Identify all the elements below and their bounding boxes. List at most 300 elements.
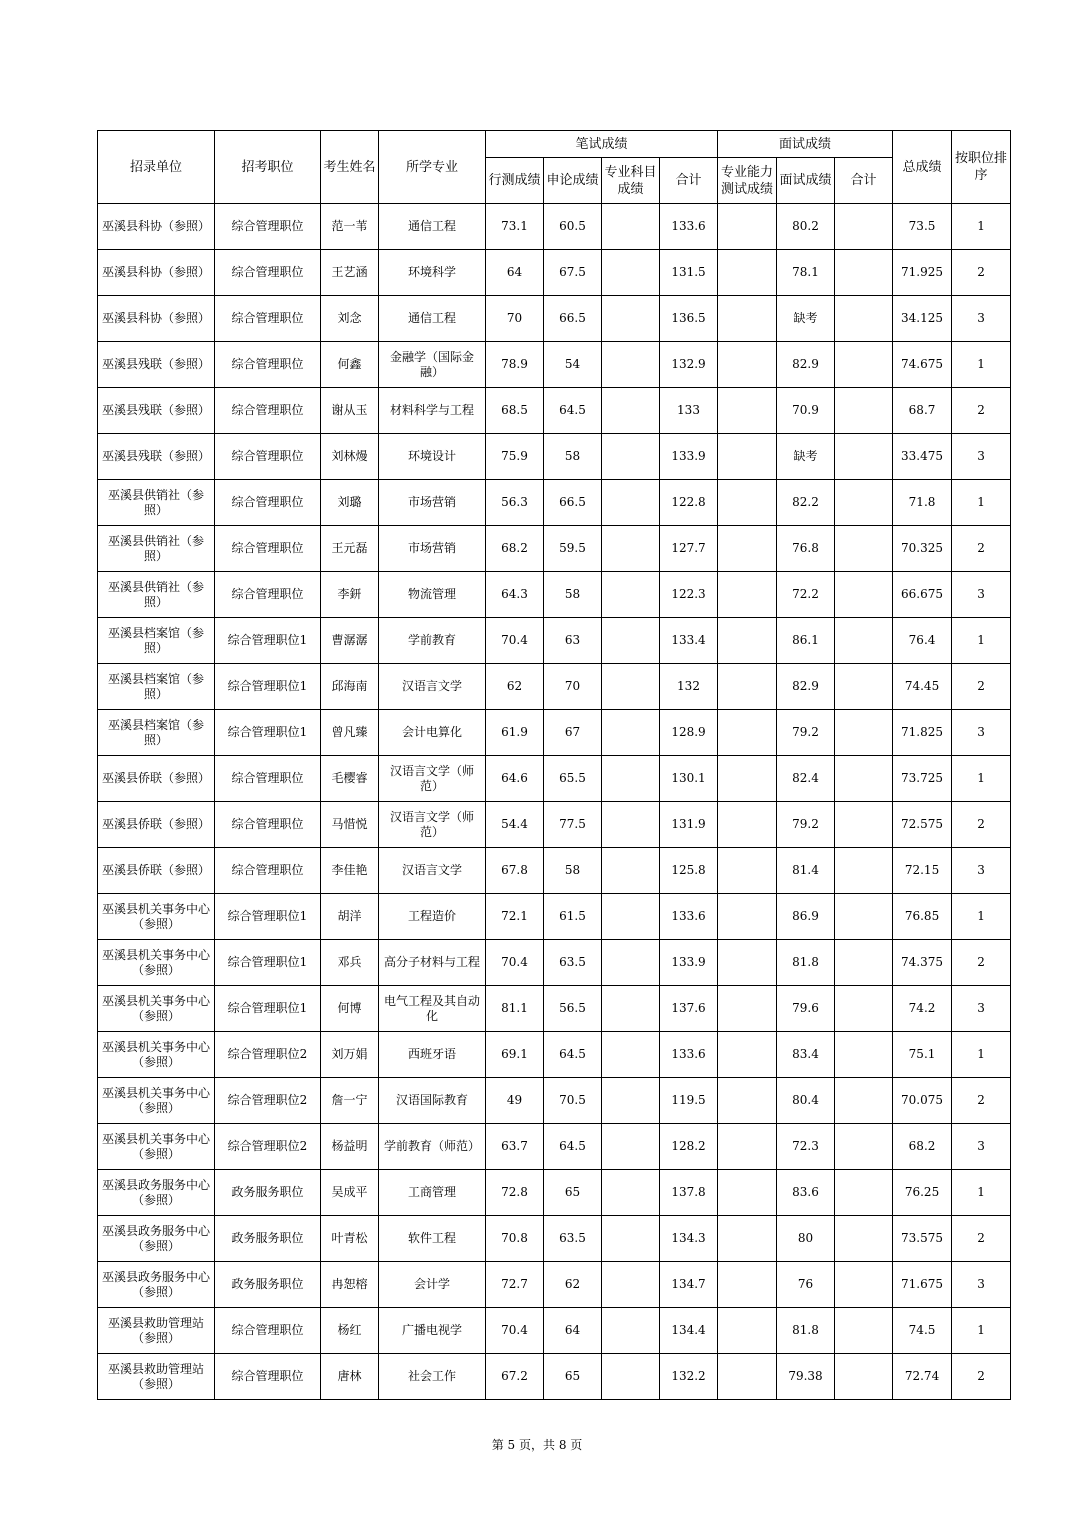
unit-cell: 巫溪县供销社（参照） [98,526,215,572]
interview-sum-cell [835,1124,893,1170]
position-cell: 综合管理职位2 [215,1078,321,1124]
interview-sum-cell [835,756,893,802]
interview-sum-cell [835,296,893,342]
rank-cell: 3 [952,710,1011,756]
interview-sum-cell [835,1354,893,1400]
professional-subject-cell [602,1032,660,1078]
interview-sum-cell [835,434,893,480]
name-cell: 何博 [321,986,379,1032]
interview-sum-cell [835,1216,893,1262]
written-sum-cell: 133.6 [660,894,718,940]
total-cell: 75.1 [893,1032,952,1078]
ability-test-cell [718,296,777,342]
name-cell: 毛樱睿 [321,756,379,802]
shenlun-cell: 67.5 [544,250,602,296]
total-cell: 74.675 [893,342,952,388]
unit-cell: 巫溪县机关事务中心（参照） [98,986,215,1032]
header-total: 总成绩 [893,131,952,204]
name-cell: 杨红 [321,1308,379,1354]
name-cell: 何鑫 [321,342,379,388]
shenlun-cell: 67 [544,710,602,756]
position-cell: 综合管理职位1 [215,894,321,940]
header-major: 所学专业 [379,131,486,204]
written-sum-cell: 128.2 [660,1124,718,1170]
table-row [98,480,1011,526]
position-cell: 综合管理职位 [215,434,321,480]
interview-sum-cell [835,1308,893,1354]
total-cell: 34.125 [893,296,952,342]
unit-cell: 巫溪县科协（参照） [98,204,215,250]
table-row [98,434,1011,480]
written-sum-cell: 136.5 [660,296,718,342]
major-cell: 汉语言文学（师范） [379,802,486,848]
table-row [98,296,1011,342]
ability-test-cell [718,986,777,1032]
rank-cell: 1 [952,480,1011,526]
ability-test-cell [718,618,777,664]
table-row [98,618,1011,664]
name-cell: 王艺涵 [321,250,379,296]
total-cell: 76.4 [893,618,952,664]
unit-cell: 巫溪县侨联（参照） [98,848,215,894]
position-cell: 综合管理职位1 [215,940,321,986]
name-cell: 曾凡臻 [321,710,379,756]
shenlun-cell: 70.5 [544,1078,602,1124]
interview-sum-cell [835,1170,893,1216]
name-cell: 范一苇 [321,204,379,250]
major-cell: 工商管理 [379,1170,486,1216]
interview-sum-cell [835,1262,893,1308]
interview-sum-cell [835,618,893,664]
ability-test-cell [718,1354,777,1400]
unit-cell: 巫溪县政务服务中心（参照） [98,1170,215,1216]
position-cell: 综合管理职位2 [215,1124,321,1170]
shenlun-cell: 60.5 [544,204,602,250]
interview-sum-cell [835,572,893,618]
name-cell: 邱海南 [321,664,379,710]
rank-cell: 1 [952,1170,1011,1216]
header-ability-test-text: 专业能力测试成绩 [721,164,774,197]
table-row [98,342,1011,388]
ability-test-cell [718,1170,777,1216]
interview-sum-cell [835,342,893,388]
unit-cell: 巫溪县残联（参照） [98,434,215,480]
header-name: 考生姓名 [321,131,379,204]
xingce-cell: 70 [486,296,544,342]
ability-test-cell [718,1262,777,1308]
table-row [98,894,1011,940]
header-position: 招考职位 [215,131,321,204]
written-sum-cell: 132.9 [660,342,718,388]
shenlun-cell: 64 [544,1308,602,1354]
interview-sum-cell [835,250,893,296]
ability-test-cell [718,1032,777,1078]
score-table [97,130,1011,1400]
rank-cell: 3 [952,572,1011,618]
unit-cell: 巫溪县机关事务中心（参照） [98,894,215,940]
ability-test-cell [718,1078,777,1124]
unit-cell: 巫溪县档案馆（参照） [98,664,215,710]
table-row [98,986,1011,1032]
professional-subject-cell [602,940,660,986]
position-cell: 综合管理职位 [215,802,321,848]
shenlun-cell: 61.5 [544,894,602,940]
major-cell: 物流管理 [379,572,486,618]
unit-cell: 巫溪县供销社（参照） [98,572,215,618]
ability-test-cell [718,756,777,802]
rank-cell: 3 [952,434,1011,480]
interview-score-cell: 72.2 [777,572,835,618]
table-row [98,710,1011,756]
name-cell: 谢从玉 [321,388,379,434]
xingce-cell: 61.9 [486,710,544,756]
table-row [98,940,1011,986]
major-cell: 汉语国际教育 [379,1078,486,1124]
total-cell: 74.45 [893,664,952,710]
professional-subject-cell [602,296,660,342]
interview-sum-cell [835,1032,893,1078]
professional-subject-cell [602,526,660,572]
shenlun-cell: 63.5 [544,940,602,986]
table-row [98,1124,1011,1170]
written-sum-cell: 132.2 [660,1354,718,1400]
rank-cell: 3 [952,296,1011,342]
interview-score-cell: 70.9 [777,388,835,434]
interview-sum-cell [835,388,893,434]
ability-test-cell [718,204,777,250]
unit-cell: 巫溪县残联（参照） [98,388,215,434]
interview-score-cell: 81.4 [777,848,835,894]
xingce-cell: 64.3 [486,572,544,618]
header-written-sum: 合计 [660,158,718,204]
ability-test-cell [718,802,777,848]
position-cell: 政务服务职位 [215,1216,321,1262]
professional-subject-cell [602,1308,660,1354]
shenlun-cell: 65.5 [544,756,602,802]
xingce-cell: 70.4 [486,1308,544,1354]
xingce-cell: 56.3 [486,480,544,526]
header-ability-test [718,158,777,204]
interview-score-cell: 82.9 [777,342,835,388]
major-cell: 汉语言文学 [379,664,486,710]
professional-subject-cell [602,342,660,388]
position-cell: 综合管理职位2 [215,1032,321,1078]
table-row [98,204,1011,250]
position-cell: 综合管理职位 [215,204,321,250]
table-row [98,1032,1011,1078]
written-sum-cell: 128.9 [660,710,718,756]
professional-subject-cell [602,1354,660,1400]
written-sum-cell: 119.5 [660,1078,718,1124]
name-cell: 冉恕榕 [321,1262,379,1308]
xingce-cell: 75.9 [486,434,544,480]
total-cell: 72.15 [893,848,952,894]
interview-score-cell: 79.6 [777,986,835,1032]
table-row [98,802,1011,848]
rank-cell: 2 [952,1216,1011,1262]
professional-subject-cell [602,1262,660,1308]
professional-subject-cell [602,1170,660,1216]
interview-score-cell: 86.9 [777,894,835,940]
major-cell: 环境科学 [379,250,486,296]
interview-sum-cell [835,204,893,250]
total-cell: 74.5 [893,1308,952,1354]
written-sum-cell: 130.1 [660,756,718,802]
rank-cell: 1 [952,618,1011,664]
unit-cell: 巫溪县侨联（参照） [98,756,215,802]
total-cell: 70.325 [893,526,952,572]
interview-score-cell: 81.8 [777,1308,835,1354]
table-row [98,526,1011,572]
table-row [98,388,1011,434]
position-cell: 综合管理职位 [215,756,321,802]
unit-cell: 巫溪县政务服务中心（参照） [98,1262,215,1308]
professional-subject-cell [602,1216,660,1262]
xingce-cell: 49 [486,1078,544,1124]
major-cell: 西班牙语 [379,1032,486,1078]
table-row [98,1262,1011,1308]
unit-cell: 巫溪县救助管理站（参照） [98,1308,215,1354]
interview-score-cell: 78.1 [777,250,835,296]
page-number: 第 5 页，共 8 页 [491,1438,583,1452]
shenlun-cell: 65 [544,1354,602,1400]
ability-test-cell [718,388,777,434]
written-sum-cell: 133.4 [660,618,718,664]
total-cell: 33.475 [893,434,952,480]
header-xingce: 行测成绩 [486,158,544,204]
major-cell: 市场营销 [379,480,486,526]
unit-cell: 巫溪县侨联（参照） [98,802,215,848]
rank-cell: 2 [952,526,1011,572]
position-cell: 综合管理职位 [215,480,321,526]
professional-subject-cell [602,480,660,526]
major-cell: 社会工作 [379,1354,486,1400]
interview-sum-cell [835,894,893,940]
written-sum-cell: 132 [660,664,718,710]
major-cell: 学前教育（师范） [379,1124,486,1170]
shenlun-cell: 66.5 [544,296,602,342]
header-shenlun: 申论成绩 [544,158,602,204]
written-sum-cell: 133.6 [660,1032,718,1078]
xingce-cell: 70.4 [486,618,544,664]
header-row-1 [98,131,1011,158]
name-cell: 唐林 [321,1354,379,1400]
header-interview-score: 面试成绩 [777,158,835,204]
interview-sum-cell [835,480,893,526]
ability-test-cell [718,664,777,710]
shenlun-cell: 63 [544,618,602,664]
name-cell: 叶青松 [321,1216,379,1262]
shenlun-cell: 64.5 [544,388,602,434]
rank-cell: 2 [952,940,1011,986]
interview-score-cell: 82.9 [777,664,835,710]
header-written-group: 笔试成绩 [486,131,718,158]
major-cell: 电气工程及其自动化 [379,986,486,1032]
major-cell: 会计电算化 [379,710,486,756]
written-sum-cell: 134.3 [660,1216,718,1262]
rank-cell: 2 [952,664,1011,710]
written-sum-cell: 134.7 [660,1262,718,1308]
total-cell: 66.675 [893,572,952,618]
table-body [98,204,1011,1400]
rank-cell: 1 [952,756,1011,802]
unit-cell: 巫溪县政务服务中心（参照） [98,1216,215,1262]
position-cell: 综合管理职位 [215,848,321,894]
total-cell: 74.375 [893,940,952,986]
major-cell: 高分子材料与工程 [379,940,486,986]
written-sum-cell: 131.5 [660,250,718,296]
interview-score-cell: 83.6 [777,1170,835,1216]
written-sum-cell: 122.8 [660,480,718,526]
shenlun-cell: 54 [544,342,602,388]
shenlun-cell: 64.5 [544,1124,602,1170]
position-cell: 综合管理职位 [215,388,321,434]
major-cell: 工程造价 [379,894,486,940]
xingce-cell: 81.1 [486,986,544,1032]
unit-cell: 巫溪县供销社（参照） [98,480,215,526]
ability-test-cell [718,480,777,526]
unit-cell: 巫溪县机关事务中心（参照） [98,1032,215,1078]
professional-subject-cell [602,986,660,1032]
interview-score-cell: 82.2 [777,480,835,526]
unit-cell: 巫溪县档案馆（参照） [98,618,215,664]
xingce-cell: 54.4 [486,802,544,848]
unit-cell: 巫溪县科协（参照） [98,250,215,296]
shenlun-cell: 56.5 [544,986,602,1032]
table-row [98,1170,1011,1216]
rank-cell: 2 [952,1354,1011,1400]
written-sum-cell: 125.8 [660,848,718,894]
table-row [98,664,1011,710]
ability-test-cell [718,1124,777,1170]
professional-subject-cell [602,848,660,894]
position-cell: 综合管理职位 [215,526,321,572]
ability-test-cell [718,572,777,618]
ability-test-cell [718,342,777,388]
name-cell: 李佳艳 [321,848,379,894]
written-sum-cell: 133.6 [660,204,718,250]
major-cell: 广播电视学 [379,1308,486,1354]
rank-cell: 1 [952,204,1011,250]
shenlun-cell: 59.5 [544,526,602,572]
shenlun-cell: 63.5 [544,1216,602,1262]
table-row [98,250,1011,296]
table-row [98,572,1011,618]
position-cell: 综合管理职位1 [215,664,321,710]
interview-score-cell: 82.4 [777,756,835,802]
major-cell: 通信工程 [379,296,486,342]
ability-test-cell [718,894,777,940]
written-sum-cell: 127.7 [660,526,718,572]
major-cell: 金融学（国际金融） [379,342,486,388]
rank-cell: 1 [952,1032,1011,1078]
table-row [98,756,1011,802]
table-row [98,1078,1011,1124]
major-cell: 汉语言文学（师范） [379,756,486,802]
interview-score-cell: 79.2 [777,710,835,756]
table-row [98,848,1011,894]
shenlun-cell: 58 [544,848,602,894]
professional-subject-cell [602,250,660,296]
header-unit: 招录单位 [98,131,215,204]
total-cell: 73.575 [893,1216,952,1262]
position-cell: 政务服务职位 [215,1170,321,1216]
interview-sum-cell [835,940,893,986]
rank-cell: 1 [952,894,1011,940]
name-cell: 马惜悦 [321,802,379,848]
professional-subject-cell [602,802,660,848]
written-sum-cell: 133.9 [660,434,718,480]
ability-test-cell [718,1308,777,1354]
rank-cell: 2 [952,802,1011,848]
interview-score-cell: 81.8 [777,940,835,986]
position-cell: 综合管理职位1 [215,618,321,664]
ability-test-cell [718,1216,777,1262]
name-cell: 刘万娟 [321,1032,379,1078]
unit-cell: 巫溪县机关事务中心（参照） [98,1124,215,1170]
rank-cell: 2 [952,250,1011,296]
total-cell: 76.85 [893,894,952,940]
professional-subject-cell [602,618,660,664]
shenlun-cell: 58 [544,572,602,618]
major-cell: 学前教育 [379,618,486,664]
interview-sum-cell [835,848,893,894]
unit-cell: 巫溪县机关事务中心（参照） [98,940,215,986]
professional-subject-cell [602,710,660,756]
interview-score-cell: 79.2 [777,802,835,848]
total-cell: 71.8 [893,480,952,526]
xingce-cell: 70.4 [486,940,544,986]
written-sum-cell: 137.8 [660,1170,718,1216]
total-cell: 68.2 [893,1124,952,1170]
professional-subject-cell [602,388,660,434]
position-cell: 综合管理职位 [215,342,321,388]
professional-subject-cell [602,572,660,618]
rank-cell: 3 [952,848,1011,894]
professional-subject-cell [602,664,660,710]
unit-cell: 巫溪县科协（参照） [98,296,215,342]
rank-cell: 1 [952,1308,1011,1354]
shenlun-cell: 70 [544,664,602,710]
shenlun-cell: 65 [544,1170,602,1216]
major-cell: 软件工程 [379,1216,486,1262]
xingce-cell: 62 [486,664,544,710]
interview-score-cell: 缺考 [777,434,835,480]
interview-score-cell: 缺考 [777,296,835,342]
rank-cell: 3 [952,986,1011,1032]
written-sum-cell: 137.6 [660,986,718,1032]
xingce-cell: 68.5 [486,388,544,434]
major-cell: 会计学 [379,1262,486,1308]
shenlun-cell: 58 [544,434,602,480]
ability-test-cell [718,250,777,296]
xingce-cell: 72.8 [486,1170,544,1216]
interview-score-cell: 72.3 [777,1124,835,1170]
professional-subject-cell [602,204,660,250]
shenlun-cell: 62 [544,1262,602,1308]
position-cell: 综合管理职位 [215,572,321,618]
header-professional-subject: 专业科目成绩 [602,158,660,204]
major-cell: 通信工程 [379,204,486,250]
rank-cell: 2 [952,388,1011,434]
table-row [98,1216,1011,1262]
position-cell: 综合管理职位1 [215,986,321,1032]
name-cell: 王元磊 [321,526,379,572]
written-sum-cell: 133 [660,388,718,434]
name-cell: 杨益明 [321,1124,379,1170]
name-cell: 曹潺潺 [321,618,379,664]
interview-score-cell: 76 [777,1262,835,1308]
